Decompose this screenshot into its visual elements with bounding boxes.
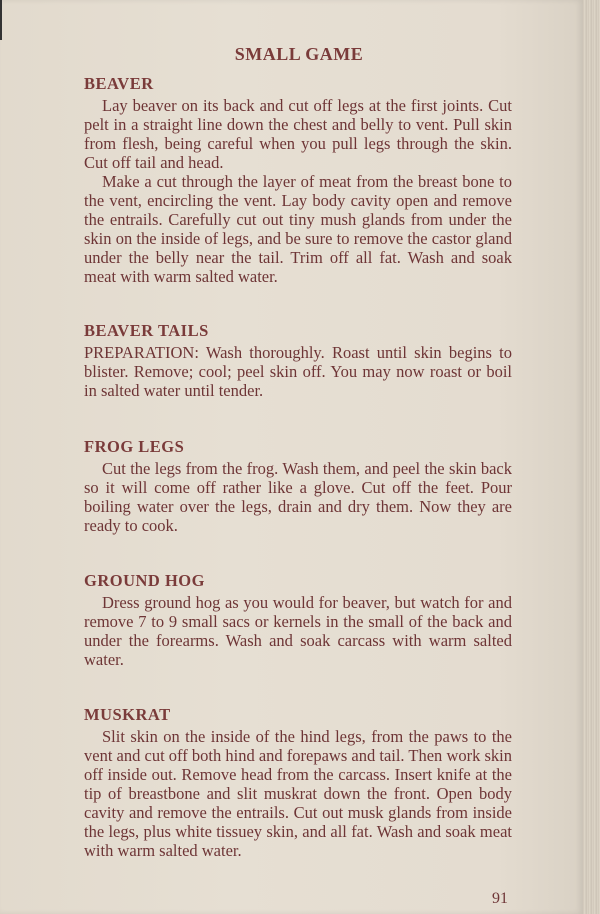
section-heading: FROG LEGS — [84, 437, 185, 456]
section-paragraph: Cut the legs from the frog. Wash them, and peel the skin back so it will come off rather like a glove. Cut off the feet. Pour boiling water over the legs, drain and dry them. Now they are ready to cook. — [84, 459, 512, 535]
section-paragraph: Lay beaver on its back and cut off legs at the first joints. Cut pelt in a straight line down the chest and belly to vent. Pull skin from flesh, being careful when you pull legs through the skin. Cut off tail and head. — [84, 96, 512, 172]
section-heading: BEAVER — [84, 74, 154, 93]
page-title: SMALL GAME — [234, 44, 364, 64]
section-paragraph: Dress ground hog as you would for beaver, but watch for and remove 7 to 9 small sacs or kernels in the small of the back and under the forearms. Wash and soak carcass with warm salted water. — [84, 593, 512, 669]
page-edge-stack — [583, 0, 600, 914]
section-heading: GROUND HOG — [84, 571, 205, 590]
section-paragraph: PREPARATION: Wash thoroughly. Roast until skin begins to blister. Remove; cool; peel skin off. You may now roast or boil in salted water until tender. — [84, 343, 512, 400]
page-number: 91 — [492, 890, 508, 907]
section-heading: MUSKRAT — [84, 705, 171, 724]
section-beaver-tails — [84, 321, 512, 400]
page-corner-shadow — [0, 0, 2, 40]
section-paragraph: Make a cut through the layer of meat from the breast bone to the vent, encircling the vent. Lay body cavity open and remove the entrails. Carefully cut out tiny mush glands from under the skin on the inside of legs, and be sure to remove the castor gland under the belly near the tail. Trim off all fat. Wash and soak meat with warm salted water. — [84, 172, 512, 286]
section-paragraph: Slit skin on the inside of the hind legs, from the paws to the vent and cut off both hind and forepaws and tail. Then work skin off inside out. Remove head from the carcass. Insert knife at the tip of breastbone and slit muskrat down the front. Open body cavity and remove the entrails. Cut out musk glands from inside the legs, plus white tissuey skin, and all fat. Wash and soak meat with warm salted water. — [84, 727, 512, 860]
section-frog-legs — [84, 437, 512, 535]
section-heading: BEAVER TAILS — [84, 321, 209, 340]
section-beaver — [84, 74, 512, 286]
section-muskrat — [84, 705, 512, 860]
section-ground-hog — [84, 571, 512, 669]
